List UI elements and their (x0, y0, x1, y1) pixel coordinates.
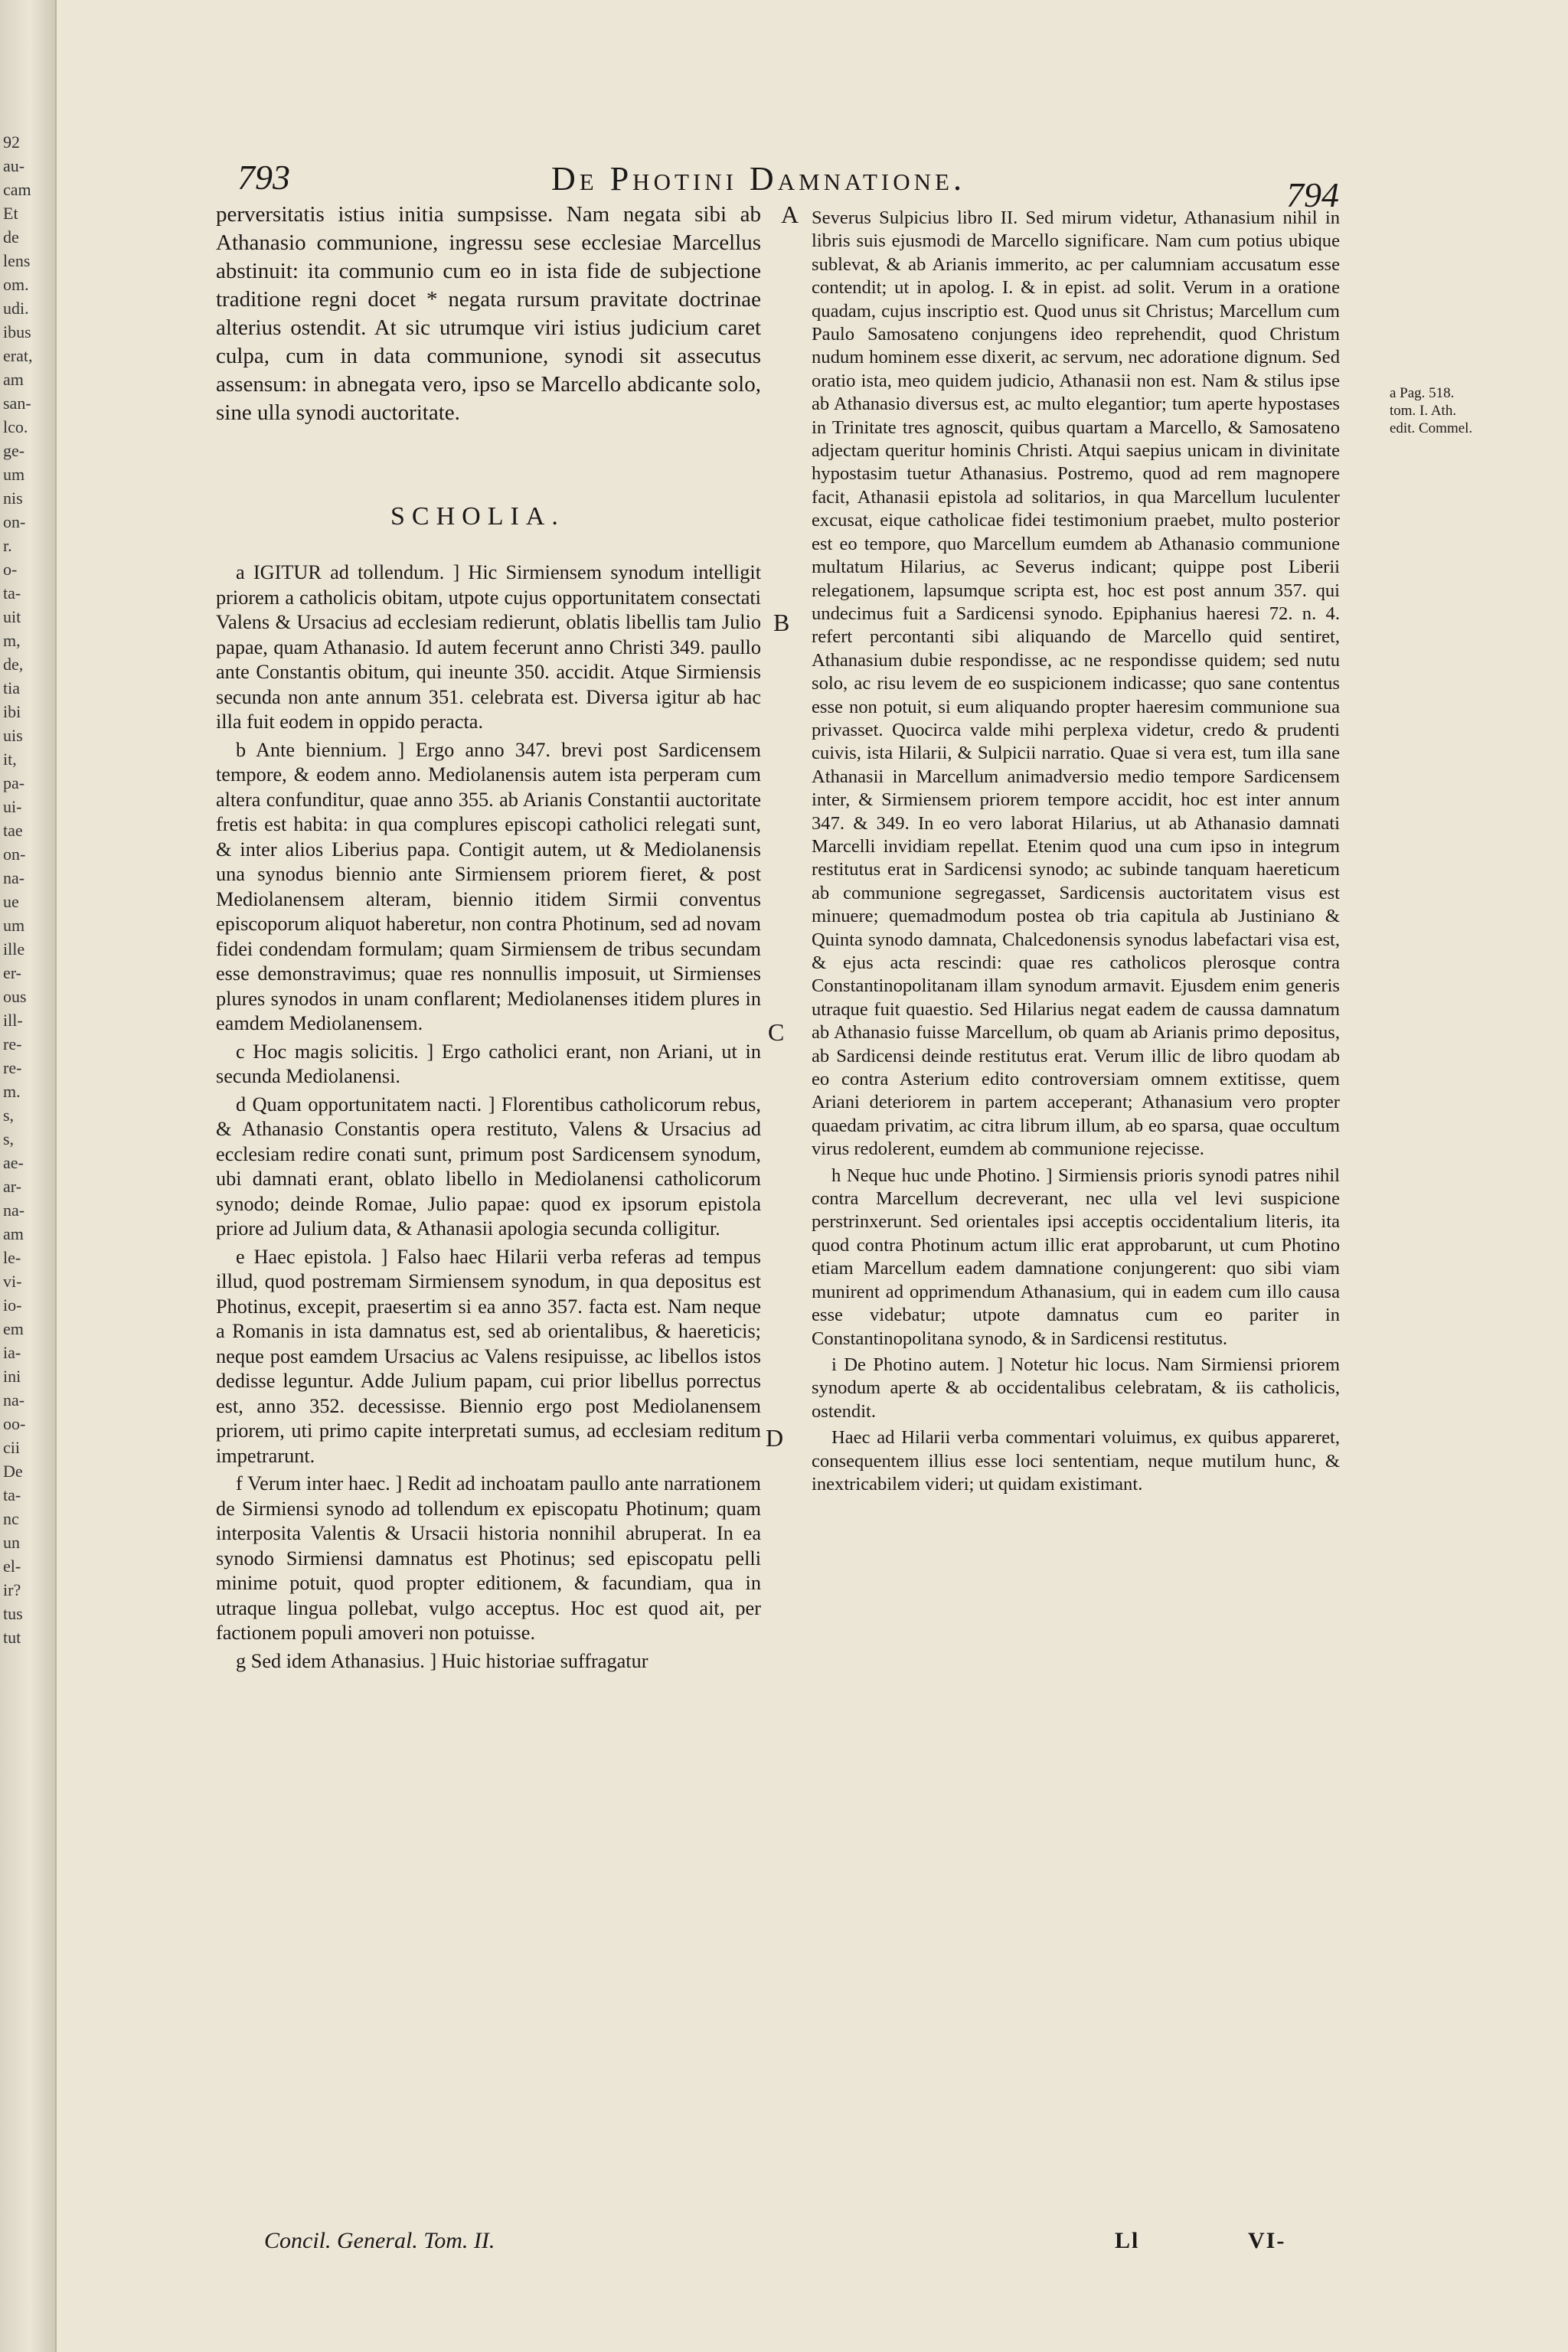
margin-fragment: au- (3, 156, 25, 175)
margin-fragment: er- (3, 963, 21, 982)
margin-fragment: nis (3, 488, 23, 508)
note-f: f Verum inter haec. ] Redit ad inchoatam paullo ante narrationem de Sirmiensi synodo ad tollendum ex episcopatu Photinum; quam interposita Valentis & Ursacii historia nonnihil abruperat. In ea synodo Sirmiensi damnatus est Photinus; sed episcopatu pelli minime potuit, quod propter editionem, & facundiam, qua in utraque lingua pollebat, vulgo acceptus. Hoc est quod ait, per factionem populi amoveri non potuisse. (216, 1472, 761, 1644)
right-column (812, 207, 1340, 1496)
margin-fragment: un (3, 1533, 20, 1552)
margin-fragment: s, (3, 1129, 15, 1148)
note-g: g Sed idem Athanasius. ] Huic historiae suffragatur (236, 1649, 648, 1672)
margin-letter-c: C (768, 1018, 785, 1046)
margin-fragment: 92 (3, 132, 20, 152)
margin-fragment: it, (3, 750, 17, 769)
margin-fragment: de (3, 227, 19, 247)
footer-signature: Ll (1115, 2228, 1140, 2253)
margin-fragment: na- (3, 1390, 25, 1410)
margin-fragment: tus (3, 1604, 23, 1623)
margin-fragment: ta- (3, 1485, 21, 1504)
margin-fragment: Et (3, 204, 18, 223)
margin-letter-a: A (781, 201, 799, 228)
margin-fragment: ta- (3, 583, 21, 603)
left-column-notes (216, 557, 761, 1674)
margin-fragment: ia- (3, 1343, 21, 1362)
margin-fragment: na- (3, 1200, 25, 1220)
margin-fragment: m. (3, 1082, 21, 1101)
margin-fragment: tae (3, 821, 23, 840)
margin-fragment: re- (3, 1058, 22, 1077)
margin-fragment: le- (3, 1248, 21, 1267)
margin-fragment: om. (3, 275, 29, 294)
margin-fragment: ibus (3, 322, 31, 341)
note-i: i De Photino autem. ] Notetur hic locus. Nam Sirmiensi priorem synodum aperte & ab occidentalibus celebratam, & iis catholicis, ostendit. (812, 1354, 1340, 1422)
margin-fragment: cam (3, 180, 31, 199)
margin-fragment: uis (3, 726, 23, 745)
margin-fragment: ar- (3, 1177, 21, 1196)
margin-fragment: re- (3, 1034, 22, 1054)
margin-fragment: em (3, 1319, 24, 1338)
margin-fragment: um (3, 465, 25, 484)
note-a: a IGITUR ad tollendum. ] Hic Sirmiensem synodum intelligit priorem a catholicis obitam, utpote cujus opportunitatem consectati Valens & Ursacius ad ecclesiam redierunt, oblatis libellis tam Julio papae, quam Athanasio. Id autem fecerunt anno Christi 349. paullo ante Constantis obitum, qui ineunte 350. accidit. Atque Sirmiensis secunda non ante annum 351. celebrata est. Diversa igitur ab hac illa fuit eodem in oppido peracta. (216, 561, 761, 733)
margin-letter-b: B (773, 609, 790, 636)
previous-page-fragments (3, 130, 49, 1649)
margin-fragment: lens (3, 251, 31, 270)
margin-fragment: udi. (3, 299, 29, 318)
margin-fragment: ir? (3, 1580, 21, 1599)
margin-letter-d: D (766, 1424, 784, 1452)
side-note-reference: a Pag. 518. tom. I. Ath. edit. Commel. (1390, 385, 1473, 436)
margin-fragment: r. (3, 536, 12, 555)
margin-fragment: oo- (3, 1414, 26, 1433)
scholia-heading: SCHOLIA. (390, 502, 565, 531)
margin-fragment: am (3, 1224, 24, 1243)
margin-fragment: tia (3, 678, 20, 697)
intro-paragraph: perversitatis istius initia sumpsisse. Nam negata sibi ab Athanasio communione, ingressu sese ecclesiae Marcellus abstinuit: ita communio cum eo in ista fide de subjectione traditione regni docet * negata rursum pravitate doctrinae alterius ostendit. At sic utrumque viri istius judicium caret culpa, cum in data communione, synodi sit assecutus assensum: in abnegata vero, ipso se Marcello abdicante solo, sine ulla synodi auctoritate. (216, 202, 761, 425)
margin-fragment: pa- (3, 773, 25, 792)
margin-fragment: ae- (3, 1153, 24, 1172)
margin-fragment: cii (3, 1438, 20, 1457)
margin-fragment: el- (3, 1557, 21, 1576)
margin-fragment: ui- (3, 797, 22, 816)
margin-fragment: san- (3, 394, 31, 413)
note-b: b Ante biennium. ] Ergo anno 347. brevi post Sardicensem tempore, & eodem anno. Mediolanensis autem ista perperam cum altera confunditur, quae anno 355. ab Arianis Constantii auctoritate fretis est habita: in qua complures episcopi catholici relegati sunt, & inter alios Liberius papa. Contigit autem, ut & Mediolanensis una synodus biennio ante Sirmiensem priorem fieret, & post Mediolanensem alteram, biennio itidem Sirmii conventus episcoporum aliquot haberetur, non contra Photinum, sed ad novam fidei condendam formulam; quam Sirmiensem de tribus secundam esse demonstravimus; quae res nonnullis imposuit, ut Sirmienses plures synodos in unam conflarent; Mediolanenses itidem plures in eamdem Mediolanensem. (216, 738, 761, 1034)
margin-fragment: nc (3, 1509, 19, 1528)
margin-fragment: on- (3, 512, 26, 531)
margin-fragment: ill- (3, 1011, 23, 1030)
margin-fragment: m, (3, 631, 21, 650)
footer-catchword: VI- (1248, 2228, 1286, 2253)
right-paragraph-main: Severus Sulpicius libro II. Sed mirum videtur, Athanasium nihil in libris suis ejusmodi de Marcello significare. Nam cum potius ubique sublevat, & ab Arianis immerito, ac per calumniam accusatum esse contendit; ut in apolog. I. & in epist. ad solit. Verum in a oratione quadam, cujus inscriptio est. Quod unus sit Christus; Marcellum cum Paulo Samosateno conjungens ideo reprehendit, quod Christum nudum hominem esse dixerit, ac servum, nec adoratione dignum. Sed oratio ista, meo quidem judicio, Athanasii non est. Nam & stilus ipse ab Athanasio diversus est, ac multo elegantior; tum aperte hypostases in Trinitate tres agnoscit, quibus quartam a Marcello, & Samosateno adjectam queritur hominis Christi. Atqui saepius unicam in divinitate hypostasim tuetur Athanasius. Postremo, quod ad rem magnopere facit, Athanasii epistola ad solitarios, in qua Marcellum luculenter excusat, eique catholicae fidei testimonium praebet, multo posterior est eo tempore, quo Marcellum eumdem ab Athanasio communione multatum Hilarius, ac Severus indicant; quippe post Liberii relegationem, lapsumque scripta est, hoc est post annum 357. qui undecimus fuit a Sardicensi synodo. Epiphanius haeresi 72. n. 4. refert percontanti sibi aliquando de Marcello quid sentiret, Athanasium dubie respondisse, ac ne respondisse quidem; sed nutu solo, ac risu levem de eo suspicionem indicasse; quo sane contentus esse non potuit, si eum aliquando propter haeresim communione sua privasset. Quocirca valde mihi perplexa videtur, credo & prudenti cuivis, ista Hilarii, & Sulpicii narratio. Quae si vera est, tum illa sane Athanasii in Marcellum animadversio medio tempore Sardicensem inter, & Sirmiensem priorem tempore accidit, hoc est inter annum 347. & 349. In eo vero laborat Hilarius, ut ab Athanasio damnati Marcelli invidiam repellat. Etenim quod una cum ipso in integrum restitutus erat in Sardicensi synodo; ac subinde tanquam haereticum ab communione segregasset, Sardicensis auctoritatem visus est minuere; quemadmodum postea ob tria capitula ab Justiniano & Quinta synodo damnata, Chalcedonensis synodus labefactari visa est, & ejus acta rescindi: quae res catholicos plerosque contra Constantinopolitanam illam synodum armavit. Ejusdem enim generis utraque fuit quaestio. Sed Hilarius negat eadem de caussa damnatum ab Athanasio fuisse Marcellum, ob quam ab Arianis primo depositus, ab Sardicensi deinde restitutus erat. Verum illic de libro quodam ab eo contra Asterium edito controversiam omnem extitisse, quem Ariani deteriorem in partem acceperant; Athanasium vero propter quaedam privatim, ac citra librum illum, ab eo sparsa, quae occultum virus redolerent, eumdem ab communione rejecisse. (812, 207, 1340, 1160)
left-page-number: 793 (237, 158, 290, 197)
margin-fragment: um (3, 916, 25, 935)
right-page-number: 794 (1286, 175, 1339, 214)
margin-fragment: s, (3, 1106, 15, 1125)
margin-fragment: io- (3, 1295, 22, 1315)
margin-fragment: am (3, 370, 24, 389)
note-d: d Quam opportunitatem nacti. ] Florentibus catholicorum rebus, & Athanasio Constantis opera restituto, Valens & Ursacius ad ecclesiam redire conati sunt, primum post Sardicensem synodum, ubi damnati erant, oblato libello in Mediolanensi catholicorum synodo; deinde Romae, Julio papae: quod ex ipsorum epistola priore ad Julium data, & Athanasii apologia secunda colligitur. (216, 1093, 761, 1240)
note-c: c Hoc magis solicitis. ] Ergo catholici erant, non Ariani, ut in secunda Mediolanensi. (216, 1040, 761, 1087)
margin-fragment: De (3, 1462, 23, 1481)
margin-fragment: on- (3, 844, 26, 864)
margin-fragment: tut (3, 1628, 21, 1647)
margin-fragment: ille (3, 939, 25, 959)
margin-fragment: de, (3, 655, 24, 674)
margin-fragment: lco. (3, 417, 28, 436)
running-title: De Photini Damnatione. (551, 160, 965, 198)
note-e: e Haec epistola. ] Falso haec Hilarii verba referas ad tempus illud, quod postremam Sirmiensem synodum, in qua depositus est Photinus, excepit, praesertim si ea anno 357. facta est. Nam neque a Romanis in ista damnatus est, sed ab orientalibus, & haereticis; neque post eamdem Ursacius ac Valens resipuisse, ac libellos istos dedisse leguntur. Adde Julium papam, cui prior libellus porrectus est, anno 352. decessisse. Biennio ergo post Mediolanensem priorem, uti primo capite interpretati sumus, ad ecclesiam reditum impetrarunt. (216, 1245, 761, 1467)
note-h: h Neque huc unde Photino. ] Sirmiensis prioris synodi patres nihil contra Marcellum decreverant, nec ulla vel levi suspicione perstrinxerunt. Sed orientales ipsi acceptis occidentalium literis, ita quod contra Photinum actum illic erat approbarunt, ut cum Photino etiam Marcellum eadem damnatione conjungerent: quo sibi viam munirent ad opprimendum Athanasium, qui in eadem cum illo causa esse videbatur; utpote damnatus cum eo pariter in Constantinopolitana synodo, & in Sardicensi restitutus. (812, 1165, 1340, 1349)
margin-fragment: vi- (3, 1272, 22, 1291)
margin-fragment: ge- (3, 441, 25, 460)
closing-paragraph: Haec ad Hilarii verba commentari voluimus, ex quibus appareret, consequentem illius esse loci sententiam, neque mutilum hunc, & inextricabilem videri; ut quidam existimant. (812, 1427, 1340, 1494)
margin-fragment: ue (3, 892, 19, 911)
margin-fragment: ous (3, 987, 27, 1006)
left-column-intro (216, 201, 761, 427)
margin-fragment: o- (3, 560, 18, 579)
margin-fragment: uit (3, 607, 21, 626)
margin-fragment: ibi (3, 702, 21, 721)
margin-fragment: ini (3, 1367, 21, 1386)
margin-fragment: erat, (3, 346, 33, 365)
margin-fragment: na- (3, 868, 25, 887)
footer-volume: Concil. General. Tom. II. (264, 2228, 495, 2253)
